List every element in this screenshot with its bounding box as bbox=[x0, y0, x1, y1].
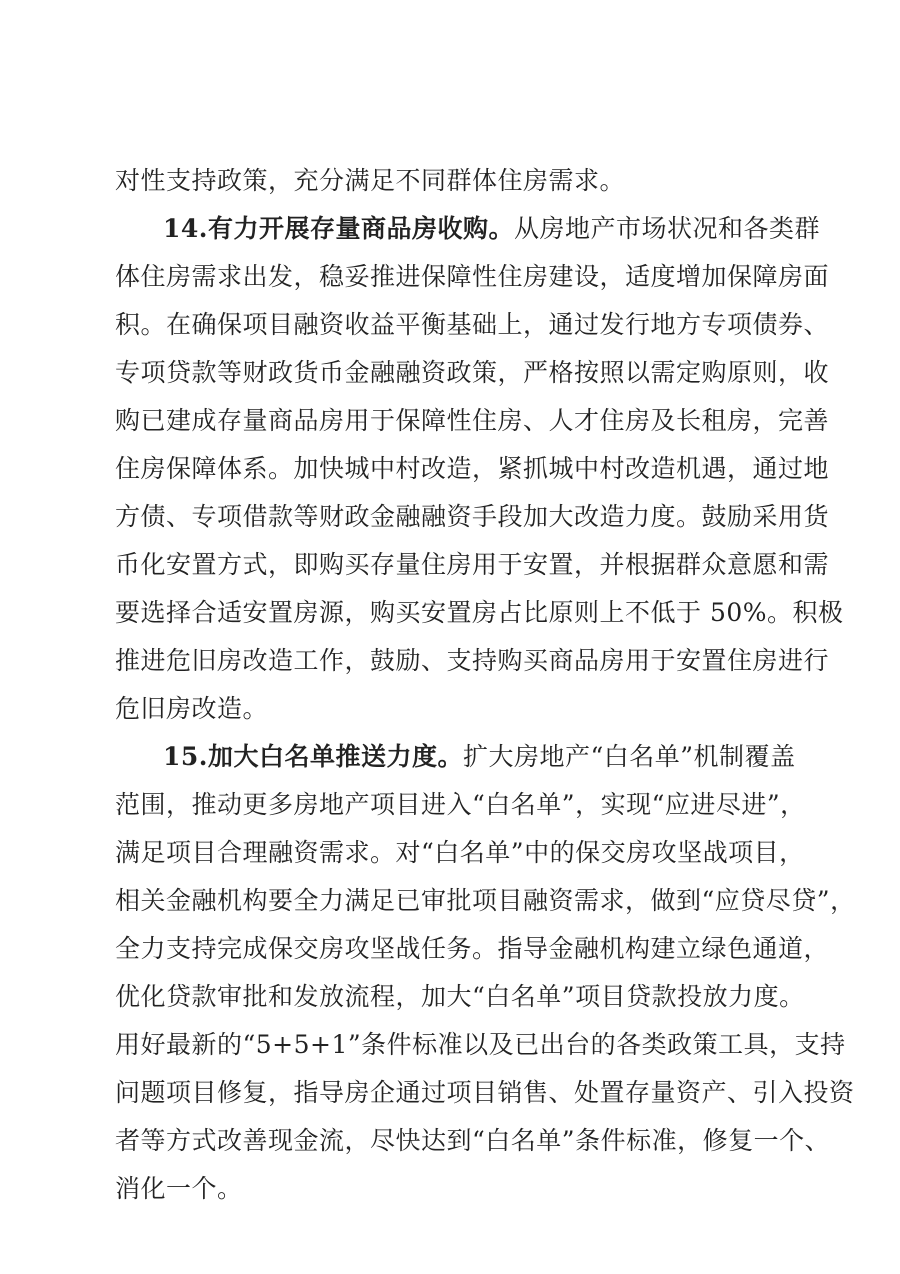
body-text-line: 购已建成存量商品房用于保障性住房、人才住房及长租房，完善 bbox=[115, 406, 830, 435]
body-text-line: 全力支持完成保交房攻坚战任务。指导金融机构建立绿色通道， bbox=[115, 934, 830, 963]
body-text-line: 满足项目合理融资需求。对“白名单”中的保交房攻坚战项目， bbox=[115, 838, 805, 867]
body-text-line: 消化一个。 bbox=[115, 1174, 243, 1203]
body-text-line: 推进危旧房改造工作，鼓励、支持购买商品房用于安置住房进行 bbox=[115, 646, 830, 675]
body-text-line: 优化贷款审批和发放流程，加大“白名单”项目贷款投放力度。 bbox=[115, 982, 805, 1011]
item-14-first-line bbox=[163, 205, 821, 253]
body-text-line: 体住房需求出发，稳妥推进保障性住房建设，适度增加保障房面 bbox=[115, 262, 830, 291]
body-text-line: 危旧房改造。 bbox=[115, 694, 269, 723]
body-text-line: 者等方式改善现金流，尽快达到“白名单”条件标准，修复一个、 bbox=[115, 1126, 831, 1155]
body-text-line: 相关金融机构要全力满足已审批项目融资需求，做到“应贷尽贷”， bbox=[115, 886, 856, 915]
body-text-line: 方债、专项借款等财政金融融资手段加大改造力度。鼓励采用货 bbox=[115, 502, 830, 531]
body-text-line: 范围，推动更多房地产项目进入“白名单”，实现“应进尽进”， bbox=[115, 790, 806, 819]
body-text-line: 专项贷款等财政货币金融融资政策，严格按照以需定购原则，收 bbox=[115, 358, 830, 387]
item-14-heading: 14.有力开展存量商品房收购。 bbox=[163, 214, 514, 243]
item-15-first-line bbox=[163, 733, 795, 781]
item-14-first-line-text: 从房地产市场状况和各类群 bbox=[514, 214, 821, 243]
body-text-line: 币化安置方式，即购买存量住房用于安置，并根据群众意愿和需 bbox=[115, 550, 830, 579]
item-15-first-line-text: 扩大房地产“白名单”机制覆盖 bbox=[463, 742, 796, 771]
body-text-line: 对性支持政策，充分满足不同群体住房需求。 bbox=[115, 166, 626, 195]
item-15-heading: 15.加大白名单推送力度。 bbox=[163, 742, 463, 771]
body-text-line: 问题项目修复，指导房企通过项目销售、处置存量资产、引入投资 bbox=[115, 1078, 855, 1107]
body-text-line: 用好最新的“5+5+1”条件标准以及已出台的各类政策工具，支持 bbox=[115, 1030, 846, 1059]
body-text-line: 要选择合适安置房源，购买安置房占比原则上不低于 50%。积极 bbox=[115, 598, 844, 627]
body-text-line: 住房保障体系。加快城中村改造，紧抓城中村改造机遇，通过地 bbox=[115, 454, 830, 483]
body-text-line: 积。在确保项目融资收益平衡基础上，通过发行地方专项债券、 bbox=[115, 310, 830, 339]
